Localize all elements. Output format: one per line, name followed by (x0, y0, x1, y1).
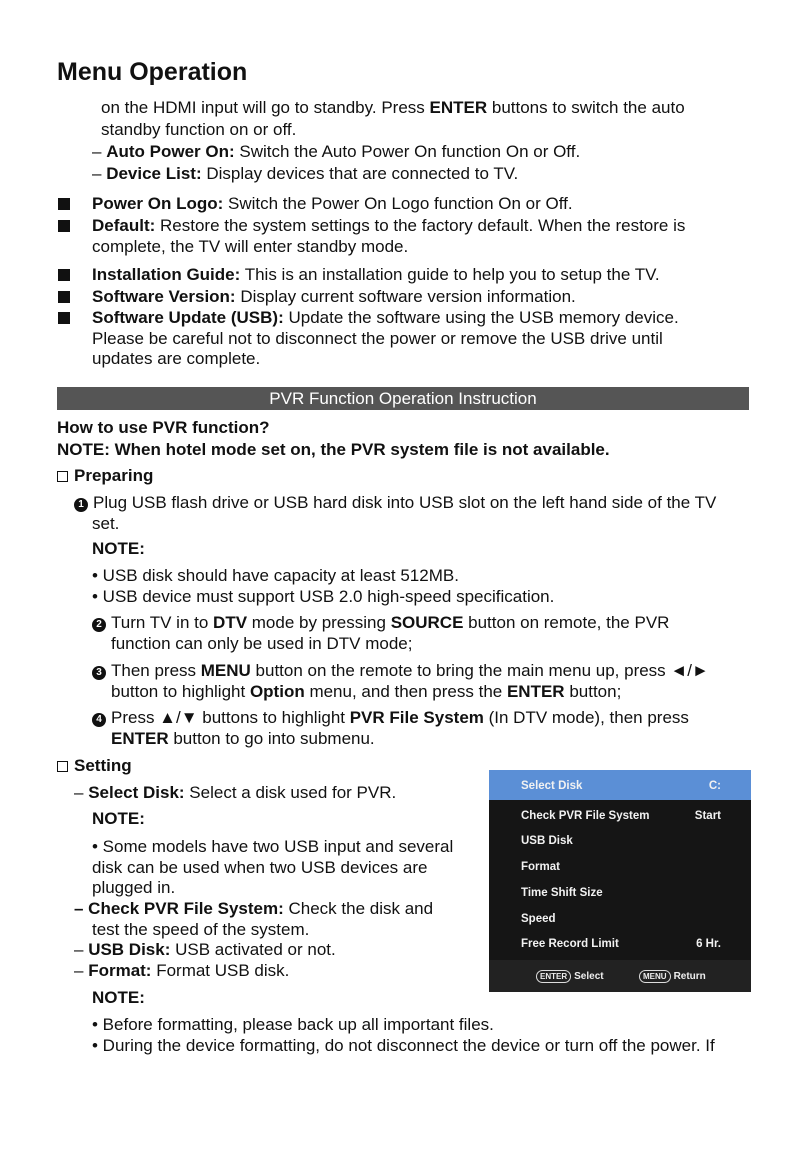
bullet-default-line-2: complete, the TV will enter standby mode. (92, 237, 409, 256)
label: Installation Guide: (92, 265, 241, 284)
text-bold: ENTER (111, 729, 169, 748)
how-to-heading: How to use PVR function? (57, 418, 270, 437)
text: Switch the Power On Logo function On or Off. (223, 194, 573, 213)
step-1 (74, 492, 716, 513)
step-2 (92, 612, 669, 633)
text-bold: PVR File System (349, 708, 484, 727)
text: button on remote, the PVR (463, 613, 670, 632)
step-number-icon: 3 (92, 666, 106, 680)
note-label: NOTE: (92, 539, 145, 558)
check-pvr-item-line-2: test the speed of the system. (92, 920, 310, 939)
square-bullet-icon (58, 198, 70, 210)
usb-disk-item: – USB Disk: USB activated or not. (74, 940, 336, 959)
step-4-line-2 (111, 728, 375, 749)
note-item: • USB device must support USB 2.0 high-speed specification. (92, 587, 555, 606)
text: button to go into submenu. (168, 729, 375, 748)
text: Return (673, 971, 706, 982)
text: Switch the Auto Power On function On or Off. (234, 142, 581, 161)
section-banner: PVR Function Operation Instruction (57, 387, 749, 410)
text: Preparing (74, 466, 154, 485)
text-bold: MENU (200, 661, 251, 680)
continuation-line-1 (101, 97, 685, 118)
check-pvr-item (74, 898, 433, 919)
note-item-line: disk can be used when two USB devices are (92, 858, 428, 877)
menu-key-icon: MENU (639, 970, 671, 983)
text-bold: ENTER (506, 682, 565, 701)
osd-return-hint (639, 970, 706, 983)
label: Software Update (USB): (92, 308, 284, 327)
note-item: • Before formatting, please back up all important files. (92, 1015, 494, 1034)
osd-row[interactable] (489, 881, 751, 906)
text: menu, and then press the (304, 682, 507, 701)
text: USB activated or not. (170, 940, 336, 959)
osd-row-value: Start (694, 810, 721, 822)
label: Format: (88, 961, 152, 980)
note-label: NOTE: (92, 809, 145, 828)
text: button to highlight (111, 682, 250, 701)
step-number-icon: 2 (92, 618, 106, 632)
label: Select Disk: (88, 783, 185, 802)
text: buttons to switch the auto (487, 98, 685, 117)
osd-row-label: Format (521, 861, 560, 873)
checkbox-icon (57, 471, 68, 482)
continuation-line-2: standby function on or off. (101, 120, 297, 139)
osd-row-value: C: (708, 780, 721, 792)
square-bullet-icon (58, 220, 70, 232)
osd-row-label: Time Shift Size (521, 887, 603, 899)
text: Turn TV in to (111, 613, 214, 632)
text: Format USB disk. (151, 961, 290, 980)
format-item: – Format: Format USB disk. (74, 961, 290, 980)
osd-row[interactable] (489, 907, 751, 932)
bullet-installation-guide (92, 264, 660, 285)
note-item-line: plugged in. (92, 878, 176, 897)
text: Check the disk and (283, 899, 434, 918)
step-3-line-2 (111, 681, 621, 702)
text: Display current software version information. (235, 287, 576, 306)
osd-row[interactable] (489, 932, 751, 957)
text: Then press (111, 661, 201, 680)
label: Power On Logo: (92, 194, 224, 213)
note-item: • USB disk should have capacity at least 512MB. (92, 566, 459, 585)
text-bold: Option (249, 682, 305, 701)
setting-heading (57, 755, 132, 776)
step-4 (92, 707, 689, 728)
checkbox-icon (57, 761, 68, 772)
square-bullet-icon (58, 291, 70, 303)
enter-key-icon: ENTER (536, 970, 571, 983)
step-number-icon: 4 (92, 713, 106, 727)
label: Default: (92, 216, 156, 235)
page-title: Menu Operation (57, 58, 248, 86)
bullet-software-version (92, 286, 576, 307)
step-number-icon: 1 (74, 498, 88, 512)
text: on the HDMI input will go to standby. Press (101, 98, 430, 117)
osd-row-label: USB Disk (521, 835, 573, 847)
text: Plug USB flash drive or USB hard disk into USB slot on the left hand side of the TV (93, 493, 717, 512)
step-2-line-2: function can only be used in DTV mode; (111, 634, 413, 653)
pvr-osd-menu (489, 770, 751, 992)
text: mode by pressing (247, 613, 391, 632)
step-1-line-2: set. (92, 514, 120, 533)
note-item: • During the device formatting, do not disconnect the device or turn off the power. If (92, 1036, 715, 1055)
text: Press ▲/▼ buttons to highlight (111, 708, 350, 727)
osd-row[interactable] (489, 829, 751, 854)
text: button; (564, 682, 622, 701)
text: This is an installation guide to help you to setup the TV. (240, 265, 660, 284)
text: Restore the system settings to the factory default. When the restore is (155, 216, 686, 235)
osd-row-label: Select Disk (521, 780, 583, 792)
note-item: • Some models have two USB input and several (92, 837, 454, 856)
text-bold: SOURCE (390, 613, 464, 632)
bullet-default (92, 215, 685, 236)
text: Select (574, 971, 604, 982)
select-disk-item: – Select Disk: Select a disk used for PVR. (74, 783, 397, 802)
text: Display devices that are connected to TV. (201, 164, 519, 183)
label: Auto Power On: (106, 142, 235, 161)
osd-row-label: Speed (521, 913, 556, 925)
device-list-item: – Device List: Display devices that are connected to TV. (92, 164, 519, 183)
osd-row[interactable] (489, 855, 751, 880)
text-bold: ENTER (429, 98, 488, 117)
osd-row-selected[interactable] (489, 770, 751, 800)
osd-footer (489, 960, 751, 992)
label: USB Disk: (88, 940, 171, 959)
bullet-software-update-line-3: updates are complete. (92, 349, 261, 368)
step-3 (92, 660, 709, 681)
label: Device List: (106, 164, 202, 183)
note-label: NOTE: (92, 988, 145, 1007)
bullet-software-update-line-2: Please be careful not to disconnect the power or remove the USB drive until (92, 329, 663, 348)
square-bullet-icon (58, 312, 70, 324)
osd-row-value: 6 Hr. (696, 938, 721, 950)
bullet-power-on-logo (92, 193, 573, 214)
label: Software Version: (92, 287, 236, 306)
hotel-mode-note: NOTE: When hotel mode set on, the PVR system file is not available. (57, 440, 610, 459)
preparing-heading (57, 465, 153, 486)
text-bold: DTV (213, 613, 248, 632)
bullet-software-update (92, 307, 679, 328)
label: – Check PVR File System: (74, 899, 284, 918)
auto-power-on-item: – Auto Power On: Switch the Auto Power On function On or Off. (92, 142, 581, 161)
square-bullet-icon (58, 269, 70, 281)
osd-row-label: Check PVR File System (521, 810, 650, 822)
osd-select-hint (536, 970, 604, 983)
text: (In DTV mode), then press (483, 708, 689, 727)
osd-row-label: Free Record Limit (521, 938, 619, 950)
text: Setting (74, 756, 132, 775)
text: Update the software using the USB memory device. (283, 308, 679, 327)
osd-row[interactable] (489, 804, 751, 829)
text: button on the remote to bring the main menu up, press ◄/► (250, 661, 709, 680)
text: Select a disk used for PVR. (184, 783, 397, 802)
